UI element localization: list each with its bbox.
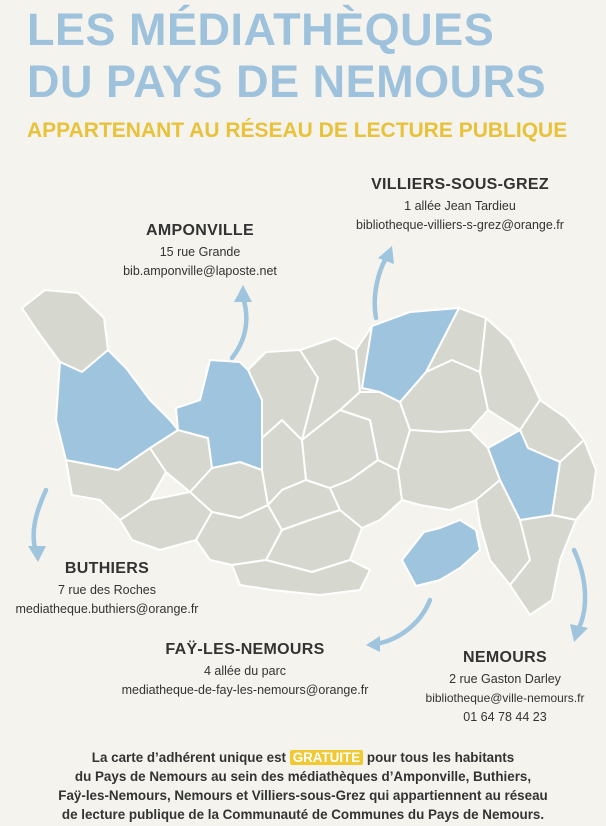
library-address: 1 allée Jean Tardieu bbox=[404, 199, 516, 213]
library-name: AMPONVILLE bbox=[146, 222, 254, 239]
arrowhead-nemours bbox=[570, 624, 588, 642]
location-villiers-sous-grez bbox=[330, 176, 590, 235]
arrow-villiers bbox=[375, 255, 388, 318]
footer-line-4: de lecture publique de la Communauté de Communes du Pays de Nemours. bbox=[61, 807, 545, 822]
library-email[interactable]: mediatheque-de-fay-les-nemours@orange.fr bbox=[121, 683, 369, 697]
arrow-fay bbox=[376, 600, 430, 644]
library-name: BUTHIERS bbox=[64, 560, 150, 577]
title-line-2: DU PAYS DE NEMOURS bbox=[27, 56, 547, 107]
library-email[interactable]: bibliotheque@ville-nemours.fr bbox=[425, 691, 585, 705]
library-address: 15 rue Grande bbox=[159, 245, 241, 259]
library-email[interactable]: mediatheque.buthiers@orange.fr bbox=[15, 602, 199, 616]
library-email[interactable]: bib.amponville@laposte.net bbox=[123, 264, 277, 278]
library-address: 4 allée du parc bbox=[203, 664, 286, 678]
free-badge: GRATUITE bbox=[290, 750, 363, 765]
arrow-buthiers bbox=[34, 490, 46, 552]
footer-text: La carte d’adhérent unique est bbox=[91, 750, 290, 765]
library-address: 7 rue des Roches bbox=[58, 583, 156, 597]
location-amponville bbox=[100, 222, 300, 281]
footer-note bbox=[20, 748, 586, 824]
footer-line-1 bbox=[20, 748, 586, 767]
footer-line-3: Faÿ-les-Nemours, Nemours et Villiers-sous-Grez qui appartiennent au réseau bbox=[58, 788, 548, 803]
page-subtitle: APPARTENANT AU RÉSEAU DE LECTURE PUBLIQUE bbox=[27, 119, 568, 142]
library-name: FAŸ-LES-NEMOURS bbox=[165, 641, 325, 658]
location-fay-les-nemours bbox=[90, 641, 400, 700]
arrow-amponville bbox=[232, 297, 246, 358]
library-name: VILLIERS-SOUS-GREZ bbox=[371, 176, 549, 193]
library-email[interactable]: bibliotheque-villiers-s-grez@orange.fr bbox=[356, 218, 564, 232]
library-address: 2 rue Gaston Darley bbox=[449, 672, 561, 686]
location-nemours bbox=[406, 649, 604, 727]
library-phone: 01 64 78 44 23 bbox=[463, 710, 547, 724]
commune-fay-les-nemours bbox=[402, 520, 480, 586]
library-name: NEMOURS bbox=[463, 649, 547, 666]
arrow-nemours bbox=[574, 550, 585, 630]
arrowhead-amponville bbox=[234, 285, 252, 302]
footer-line-2: du Pays de Nemours au sein des médiathèques d’Amponville, Buthiers, bbox=[74, 769, 532, 784]
title-line-1: LES MÉDIATHÈQUES bbox=[27, 4, 495, 55]
location-buthiers bbox=[0, 560, 214, 619]
footer-text: pour tous les habitants bbox=[363, 750, 515, 765]
